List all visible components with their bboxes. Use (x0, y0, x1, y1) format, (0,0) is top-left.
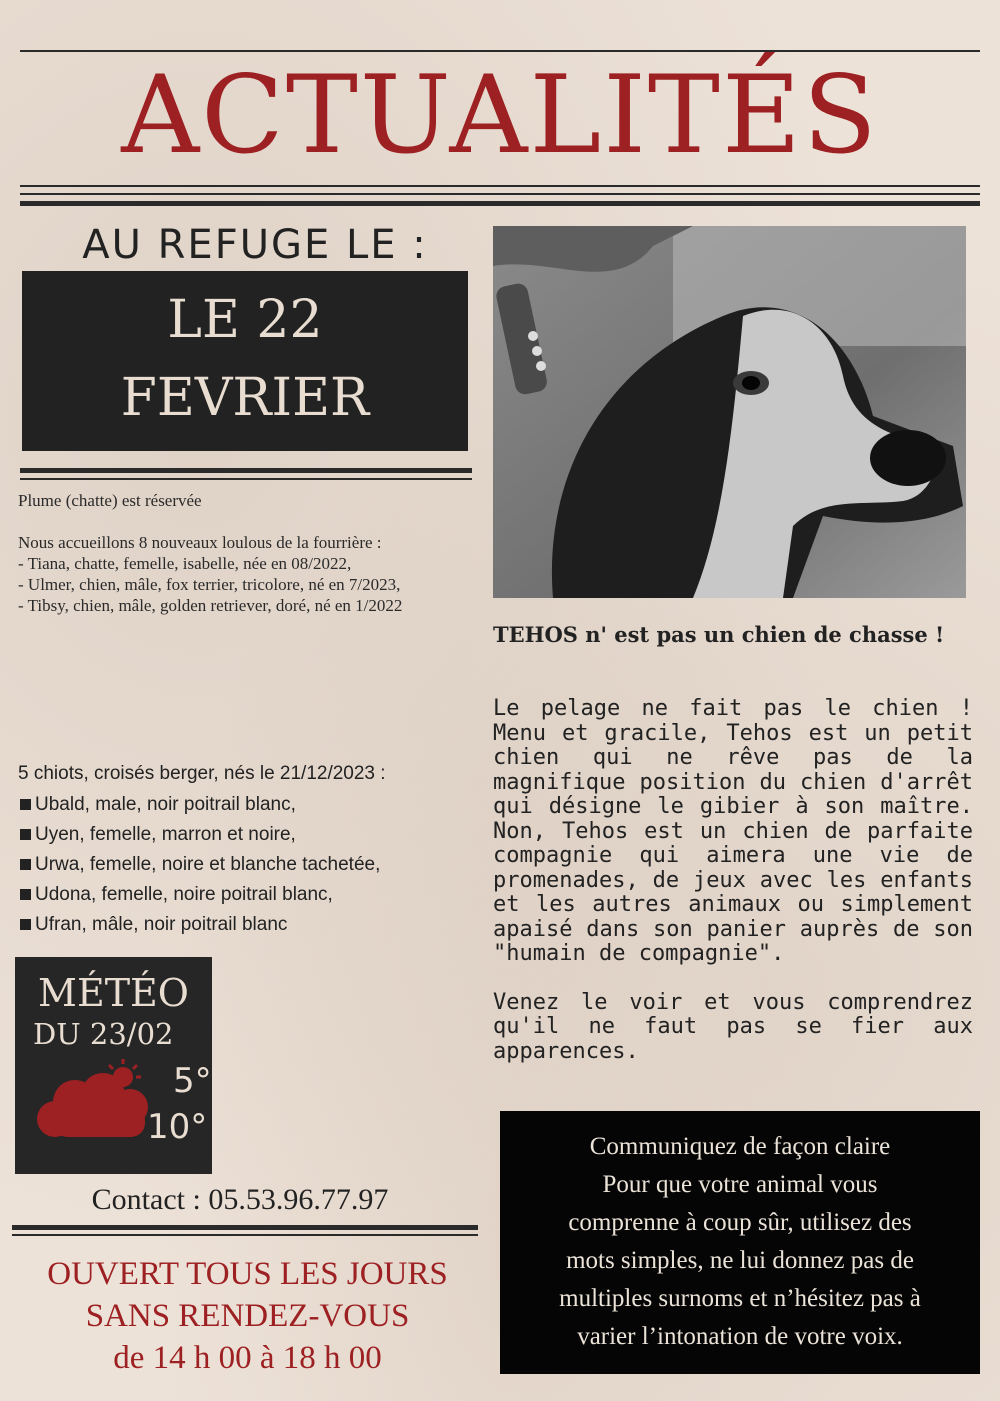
reserved-note: Plume (chatte) est réservée (18, 491, 202, 510)
subhead: AU REFUGE LE : (82, 222, 428, 268)
tip-line: Pour que votre animal vous (602, 1171, 878, 1198)
tip-box (500, 1111, 980, 1374)
puppy-text: Uyen, femelle, marron et noire, (35, 824, 296, 845)
puppies-heading: 5 chiots, croisés berger, nés le 21/12/2023 : (18, 763, 386, 784)
tip-line: mots simples, ne lui donnez pas de (566, 1247, 914, 1274)
temp-low: 5° (173, 1061, 212, 1101)
dog-photo (493, 226, 966, 598)
arrivals-list (18, 532, 486, 616)
list-item (20, 883, 498, 907)
footer-rule-1 (12, 1225, 478, 1230)
tip-line: multiples surnoms et n’hésitez pas à (559, 1285, 921, 1312)
bullet-square-icon (20, 919, 31, 930)
puppies-block (18, 763, 498, 943)
bullet-square-icon (20, 889, 31, 900)
masthead-rule-1 (20, 185, 980, 187)
date-line-1: LE 22 (167, 290, 323, 350)
list-item (20, 853, 498, 877)
hours-line-2: SANS RENDEZ-VOUS (85, 1298, 410, 1334)
tip-line: Communiquez de façon claire (589, 1133, 891, 1160)
tip-line: comprenne à coup sûr, utilisez des (568, 1209, 912, 1236)
weather-box (15, 957, 212, 1174)
date-box (22, 271, 468, 451)
tip-line: varier l’intonation de votre voix. (577, 1323, 903, 1350)
list-item (20, 913, 498, 937)
article-paragraph: Venez le voir et vous comprendrez qu'il ne faut pas se fier aux apparences. (493, 989, 973, 1064)
list-item (20, 823, 498, 847)
contact-line: Contact : 05.53.96.77.97 (91, 1183, 389, 1216)
puppy-text: Urwa, femelle, noire et blanche tachetée, (35, 854, 381, 875)
cloud-sun-icon (35, 1057, 165, 1147)
date-line-2: FEVRIER (120, 368, 370, 428)
article-paragraph: Le pelage ne fait pas le chien ! Menu et gracile, Tehos est un petit chien qui ne rêve pas de la magnifique position du chien d'arrêt qui désigne le gibier à son maître. Non, Tehos est un chien de parfaite compagnie qui aimera une vie de promenades, de jeux avec les enfants et les autres animaux ou simplement apaisé dans son panier auprès de son "humain de compagnie". (493, 696, 973, 966)
article-body (493, 697, 973, 1088)
masthead-title: ACTUALITÉS (121, 53, 879, 178)
arrival-item: - Ulmer, chien, mâle, fox terrier, tricolore, né en 7/2023, (18, 575, 401, 594)
puppy-text: Udona, femelle, noire poitrail blanc, (35, 884, 333, 905)
weather-date: DU 23/02 (33, 1017, 174, 1051)
bullet-square-icon (20, 829, 31, 840)
masthead-rule-3 (20, 201, 980, 206)
puppy-text: Ubald, male, noir poitrail blanc, (35, 794, 296, 815)
left-rule-2 (20, 478, 472, 480)
puppy-text: Ufran, mâle, noir poitrail blanc (35, 914, 288, 935)
temp-high: 10° (147, 1107, 208, 1147)
hours-line-3: de 14 h 00 à 18 h 00 (113, 1340, 382, 1376)
arrival-item: - Tibsy, chien, mâle, golden retriever, doré, né en 1/2022 (18, 596, 403, 615)
arrival-item: - Tiana, chatte, femelle, isabelle, née en 08/2022, (18, 554, 352, 573)
arrivals-intro: Nous accueillons 8 nouveaux loulous de la fourrière : (18, 533, 382, 552)
opening-hours (15, 1253, 480, 1379)
bullet-square-icon (20, 859, 31, 870)
list-item (20, 793, 498, 817)
left-rule-1 (20, 468, 472, 473)
top-rule (20, 50, 980, 52)
article-title: TEHOS n' est pas un chien de chasse ! (493, 622, 945, 647)
news-column (18, 490, 486, 616)
masthead-rule-2 (20, 193, 980, 195)
bullet-square-icon (20, 799, 31, 810)
hours-line-1: OUVERT TOUS LES JOURS (47, 1256, 448, 1292)
footer-rule-2 (12, 1234, 478, 1236)
weather-title: MÉTÉO (38, 971, 189, 1015)
